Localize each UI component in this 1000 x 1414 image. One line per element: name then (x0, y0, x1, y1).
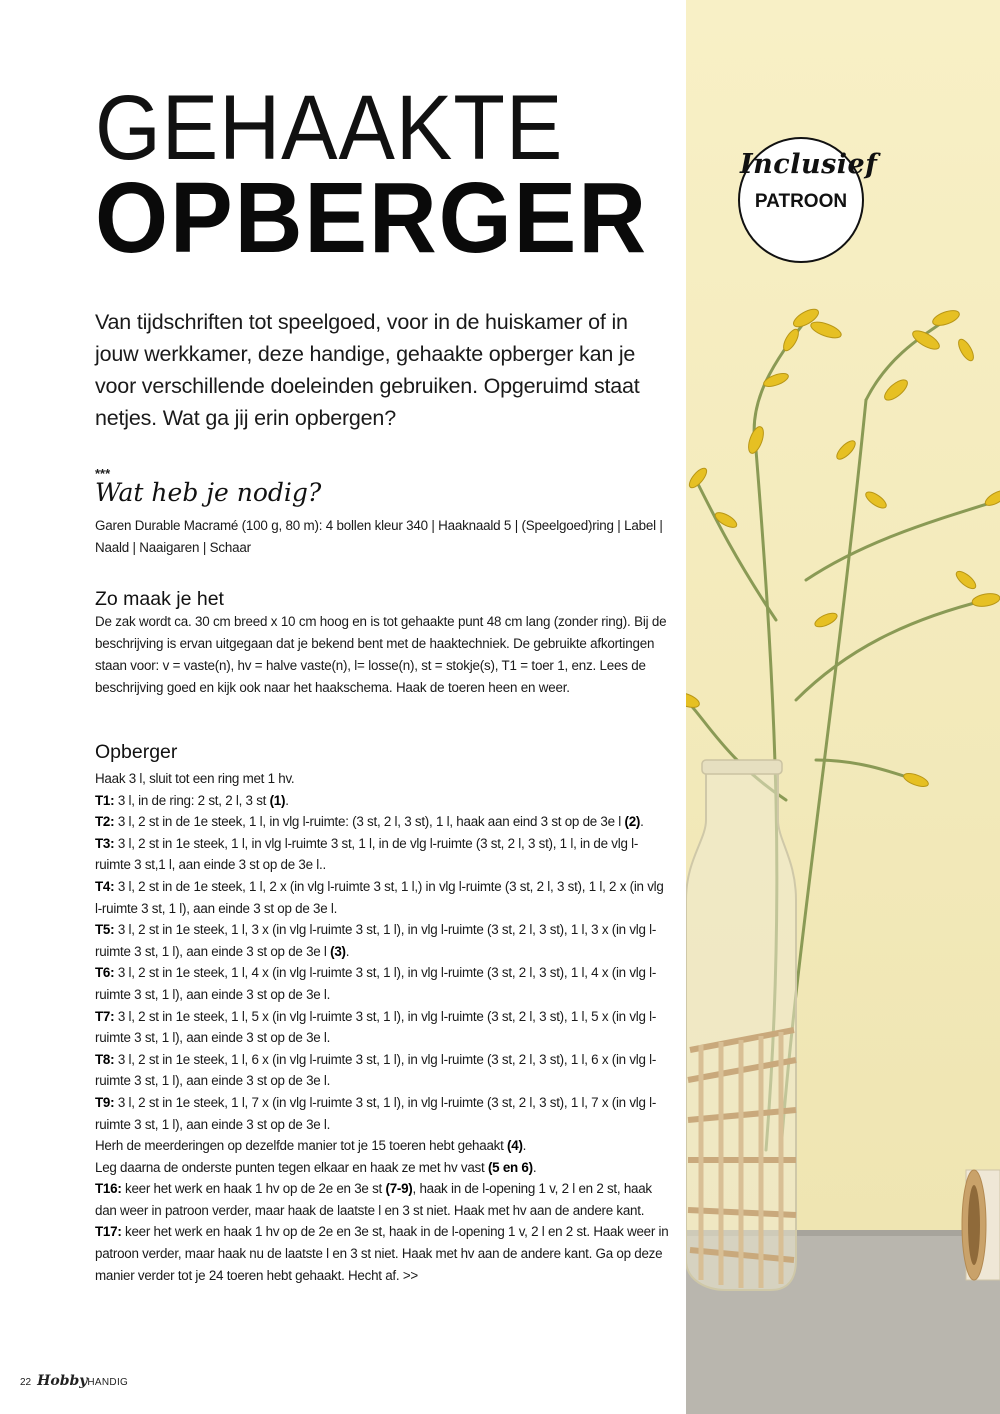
step-3: T3: 3 l, 2 st in 1e steek, 1 l, in vlg l-ruimte 3 st, 1 l, in de vlg l-ruimte (3 st, 2 l, 3 st), 1 l, in de vlg l-ruimte 3 st,1 l, aan einde 3 st op de 3e l.. (95, 835, 639, 873)
howto-heading: Zo maak je het (95, 588, 224, 610)
difficulty-stars: *** (95, 466, 111, 481)
title-line-2: OPBERGER (95, 162, 649, 274)
step-1: T1: 3 l, in de ring: 2 st, 2 l, 3 st (1). (95, 792, 289, 808)
brand-suffix: HANDIG (87, 1377, 129, 1388)
pattern-heading: Opberger (95, 741, 178, 763)
howto-paragraph: De zak wordt ca. 30 cm breed x 10 cm hoog en is tot gehaakte punt 48 cm lang (zonder ring). Bij de beschrijving is ervan uitgegaan dat je bekend bent met de haaktechniek. De gebruikte afkortingen staan voor: v = vaste(n), hv = halve vaste(n), l= losse(n), st = stokje(s), T1 = toer 1, enz. Lees de beschrijving goed en kijk ook naar het haakschema. Haak de toeren heen en weer. (95, 614, 667, 695)
page-number: 22 (20, 1377, 32, 1388)
pattern-badge (738, 137, 878, 263)
step-5: T5: 3 l, 2 st in 1e steek, 1 l, 3 x (in vlg l-ruimte 3 st, 1 l), in vlg l-ruimte (3 st, 2 l, 3 st), 1 l, 3 x (in vlg l-ruimte 3 st, 1 l), aan einde 3 st op de 3e l (3). (95, 922, 657, 959)
step-13: T17: keer het werk en haak 1 hv op de 2e en 3e st, haak in de l-opening 1 v, 2 l en 2 st. Haak weer in patroon verder, maar haak nu de laatste l en 3 st niet. Haak met hv aan de andere kant. Ga op deze manier verder tot je 24 toeren hebt gehaakt. Hecht af. >> (95, 1224, 669, 1283)
step-4: T4: 3 l, 2 st in de 1e steek, 1 l, 2 x (in vlg l-ruimte 3 st, 1 l,) in vlg l-ruimte (3 st, 2 l, 3 st), 1 l, 2 x (in vlg l-ruimte 3 st, 1 l), aan einde 3 st op de 3e l. (95, 878, 664, 916)
step-6: T6: 3 l, 2 st in 1e steek, 1 l, 4 x (in vlg l-ruimte 3 st, 1 l), in vlg l-ruimte (3 st, 2 l, 3 st), 1 l, 4 x (in vlg l-ruimte 3 st, 1 l), aan einde 3 st op de 3e l. (95, 965, 657, 1002)
badge-script-text: Inclusief (740, 149, 878, 180)
step-0: Haak 3 l, sluit tot een ring met 1 hv. (95, 771, 295, 786)
intro-paragraph: Van tijdschriften tot speelgoed, voor in de huiskamer of in jouw werkkamer, deze handige, gehaakte opberger kan je voor verschillende doeleinden gebruiken. Opgeruimd staat netjes. Wat ga jij erin opbergen? (95, 310, 640, 430)
step-2: T2: 3 l, 2 st in de 1e steek, 1 l, in vlg l-ruimte: (3 st, 2 l, 3 st), 1 l, haak aan eind 3 st op de 3e l (2). (95, 814, 644, 830)
step-7: T7: 3 l, 2 st in 1e steek, 1 l, 5 x (in vlg l-ruimte 3 st, 1 l), in vlg l-ruimte (3 st, 2 l, 3 st), 1 l, 5 x (in vlg l-ruimte 3 st, 1 l), aan einde 3 st op de 3e l. (95, 1008, 657, 1046)
step-9: T9: 3 l, 2 st in 1e steek, 1 l, 7 x (in vlg l-ruimte 3 st, 1 l), in vlg l-ruimte (3 st, 2 l, 3 st), 1 l, 7 x (in vlg l-ruimte 3 st, 1 l), aan einde 3 st op de 3e l. (95, 1094, 657, 1132)
needs-heading: Wat heb je nodig? (95, 478, 322, 507)
badge-bold-text: PATROON (754, 191, 848, 212)
step-12: T16: keer het werk en haak 1 hv op de 2e en 3e st (7-9), haak in de l-opening 1 v, 2 l en 2 st, haak dan weer in patroon verder, maar haak de laatste l en 3 st niet. Haak met hv aan de andere kant. (95, 1181, 652, 1218)
step-11: Leg daarna de onderste punten tegen elkaar en haak ze met hv vast (5 en 6). (95, 1159, 537, 1175)
pattern-steps (95, 768, 670, 1286)
brand-logo: Hobby (37, 1373, 88, 1389)
title-line-1: GEHAAKTE (95, 77, 564, 179)
step-8: T8: 3 l, 2 st in 1e steek, 1 l, 6 x (in vlg l-ruimte 3 st, 1 l), in vlg l-ruimte (3 st, 2 l, 3 st), 1 l, 6 x (in vlg l-ruimte 3 st, 1 l), aan einde 3 st op de 3e l. (95, 1051, 657, 1089)
materials-list: Garen Durable Macramé (100 g, 80 m): 4 bollen kleur 340 | Haaknaald 5 | (Speelgoed)ring | Label | Naald | Naaigaren | Schaar (95, 518, 663, 555)
page-footer (20, 1373, 128, 1389)
step-10: Herh de meerderingen op dezelfde manier tot je 15 toeren hebt gehaakt (4). (95, 1138, 527, 1154)
